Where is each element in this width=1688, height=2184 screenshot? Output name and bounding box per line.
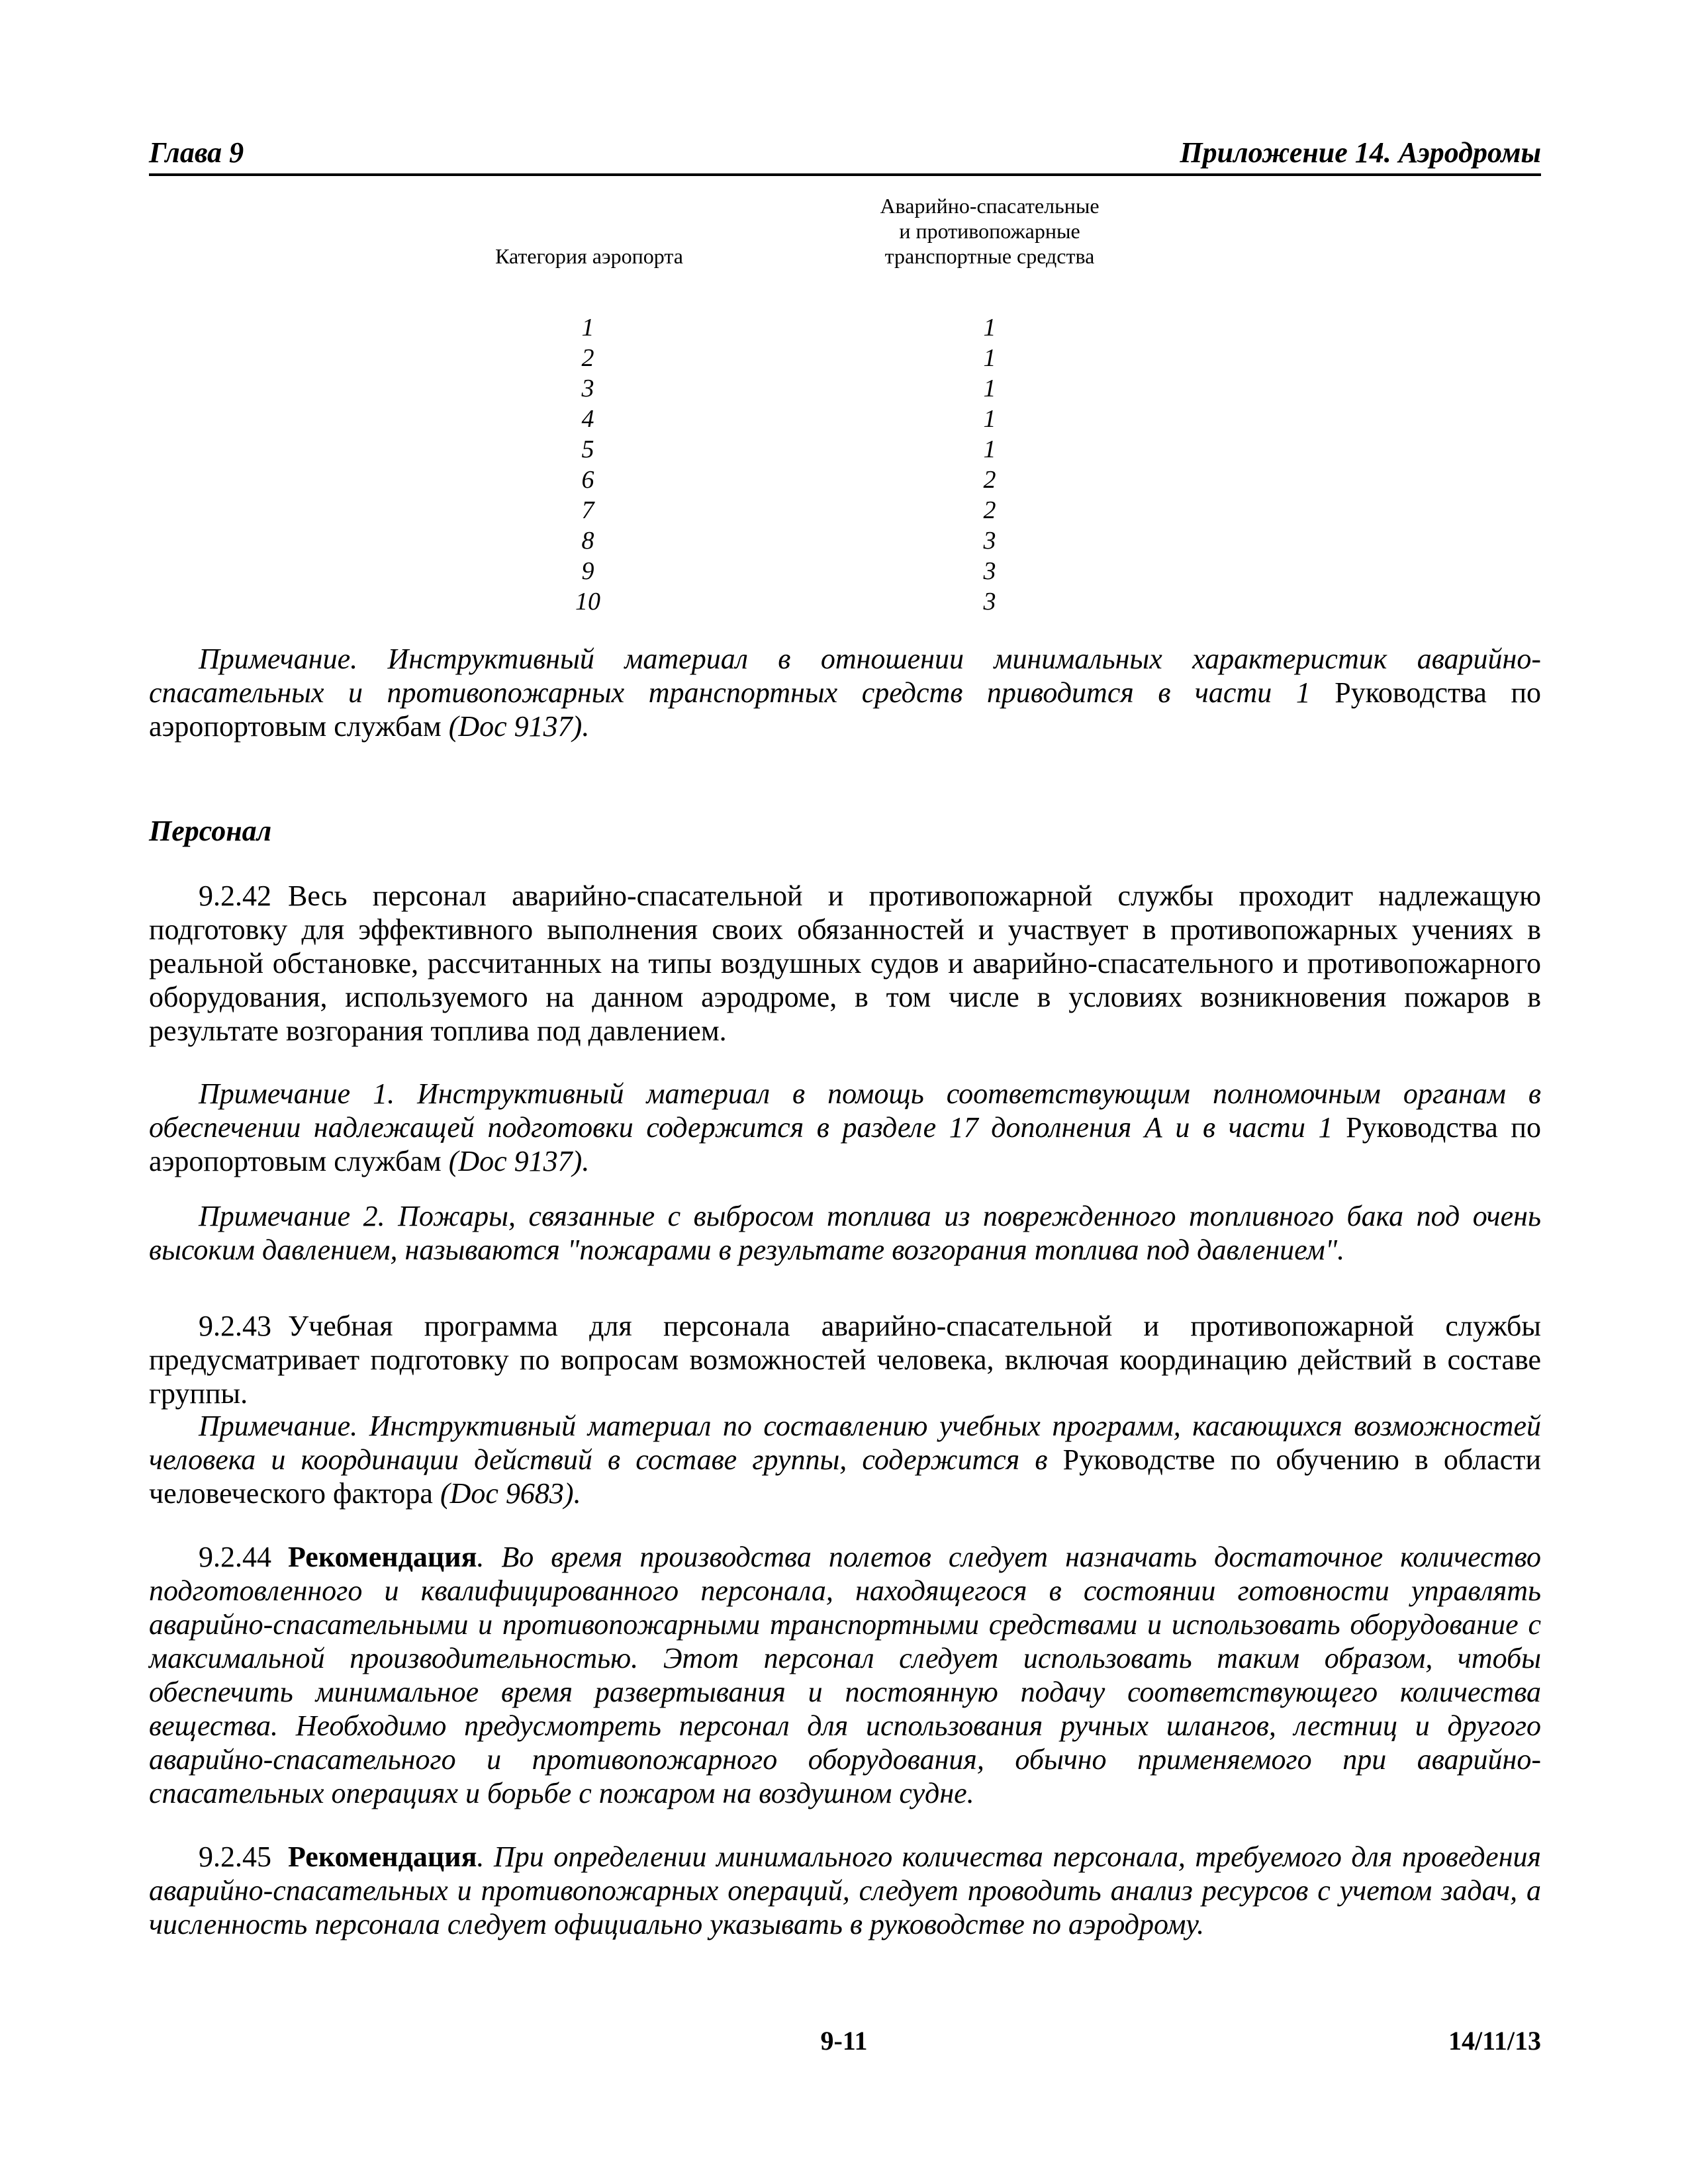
paragraph-9-2-45 <box>149 1840 1541 1941</box>
doc-ref: (Doc 9137). <box>448 710 590 743</box>
paragraph-text: Учебная программа для персонала аварийно-спасательной и противопожарной службы предусматривает подготовку по вопросам возможностей человека, включая координацию действий в составе группы. <box>149 1310 1541 1410</box>
paragraph-number: 9.2.44 <box>199 1541 271 1573</box>
note-2 <box>149 1199 1541 1267</box>
table-cell-vehicles: 1 <box>983 344 996 372</box>
header-rule <box>149 173 1541 176</box>
col2-header-line: и противопожарные <box>899 219 1080 243</box>
table-cell-vehicles: 1 <box>983 375 996 402</box>
paragraph-text: Весь персонал аварийно-спасательной и противопожарной службы проходит надлежащую подготовку для эффективного выполнения своих обязанностей и участвует в противопожарных учениях в реальной обстановке, рассчитанных на типы воздушных судов и аварийно-спасательного и противопожарного оборудования, используемого на данном аэродроме, в том числе в условиях возникновения пожаров в результате возгорания топлива под давлением. <box>149 880 1541 1047</box>
col2-header-line: Аварийно-спасательные <box>880 194 1100 218</box>
doc-ref: (Doc 9137). <box>448 1145 590 1177</box>
table-cell-vehicles: 1 <box>983 435 996 463</box>
table-col1-header: Категория аэропорта <box>495 244 683 268</box>
recommendation-label: Рекомендация <box>288 1841 477 1873</box>
paragraph-number: 9.2.42 <box>199 880 271 912</box>
table-cell-category: 9 <box>581 557 594 585</box>
table-cell-category: 5 <box>581 435 594 463</box>
table-cell-vehicles: 3 <box>983 557 996 585</box>
table-cell-vehicles: 1 <box>983 405 996 433</box>
paragraph-text: . Во время производства полетов следует назначать достаточное количество подготовленного и квалифицированного персонала, находящегося в состоянии готовности управлять аварийно-спасательными и противопожарными транспортными средствами и использовать оборудование с максимальной производительностью. Этот персонал следует использовать таким образом, чтобы обеспечить минимальное время развертывания и постоянную подачу соответствующего количества вещества. Необходимо предусмотреть персонал для использования ручных шлангов, лестниц и другого аварийно-спасательного и противопожарного оборудования, обычно применяемого при аварийно-спасательных операциях и борьбе с пожаром на воздушном судне. <box>149 1541 1541 1809</box>
section-title: Персонал <box>149 815 272 847</box>
table-cell-vehicles: 3 <box>983 527 996 555</box>
footer-date: 14/11/13 <box>1448 2026 1541 2056</box>
table-cell-category: 10 <box>575 588 600 615</box>
page-number: 9-11 <box>820 2026 868 2056</box>
col2-header-line: транспортные средства <box>884 244 1095 268</box>
paragraph-number: 9.2.43 <box>199 1310 271 1342</box>
table-cell-category: 2 <box>581 344 594 372</box>
table-cell-category: 7 <box>581 496 594 524</box>
table-cell-category: 6 <box>581 466 594 494</box>
paragraph-9-2-42 <box>149 879 1541 1048</box>
note-text: Примечание 1. Инструктивный материал в помощь соответствующим полномочным органам в обеспечении надлежащей подготовки содержится в разделе 17 дополнения А и в части 1 <box>149 1077 1541 1144</box>
note-1 <box>149 1077 1541 1178</box>
table-cell-vehicles: 1 <box>983 314 996 341</box>
note-text: Примечание. Инструктивный материал по составлению учебных программ, касающихся возможностей человека и координации действий в составе группы, содержится в <box>149 1410 1541 1476</box>
table-cell-category: 1 <box>581 314 594 341</box>
note-text: Примечание 2. Пожары, связанные с выбросом топлива из поврежденного топливного бака под очень высоким давлением, называются "пожарами в результате возгорания топлива под давлением". <box>149 1200 1541 1266</box>
table-cell-category: 8 <box>581 527 594 555</box>
note-vehicles <box>149 642 1541 743</box>
table-cell-vehicles: 3 <box>983 588 996 615</box>
table-cell-vehicles: 2 <box>983 496 996 524</box>
note-3 <box>149 1409 1541 1510</box>
table-cell-category: 3 <box>581 375 594 402</box>
table-cell-category: 4 <box>581 405 594 433</box>
recommendation-label: Рекомендация <box>288 1541 477 1573</box>
doc-title: Руководстве по обучению в области человеческого фактора <box>149 1443 1542 1510</box>
doc-ref: (Doc 9683). <box>440 1477 581 1510</box>
note-text: Примечание. Инструктивный материал в отношении минимальных характеристик аварийно-спасательных и противопожарных транспортных средств приводится в части 1 <box>149 643 1541 709</box>
paragraph-9-2-44 <box>149 1540 1541 1810</box>
table-cell-vehicles: 2 <box>983 466 996 494</box>
paragraph-9-2-43 <box>149 1309 1541 1410</box>
table-col2-header <box>824 193 1155 269</box>
paragraph-text: . При определении минимального количества персонала, требуемого для проведения аварийно-спасательных и противопожарных операций, следует проводить анализ ресурсов с учетом задач, а численность персонала следует официально указывать в руководстве по аэродрому. <box>149 1841 1541 1940</box>
paragraph-number: 9.2.45 <box>199 1841 271 1873</box>
doc-title: Руководства по аэропортовым службам <box>149 676 1541 743</box>
doc-title: Руководства по аэропортовым службам <box>149 1111 1541 1177</box>
header-chapter: Глава 9 <box>149 136 244 169</box>
header-annex: Приложение 14. Аэродромы <box>1180 136 1541 169</box>
